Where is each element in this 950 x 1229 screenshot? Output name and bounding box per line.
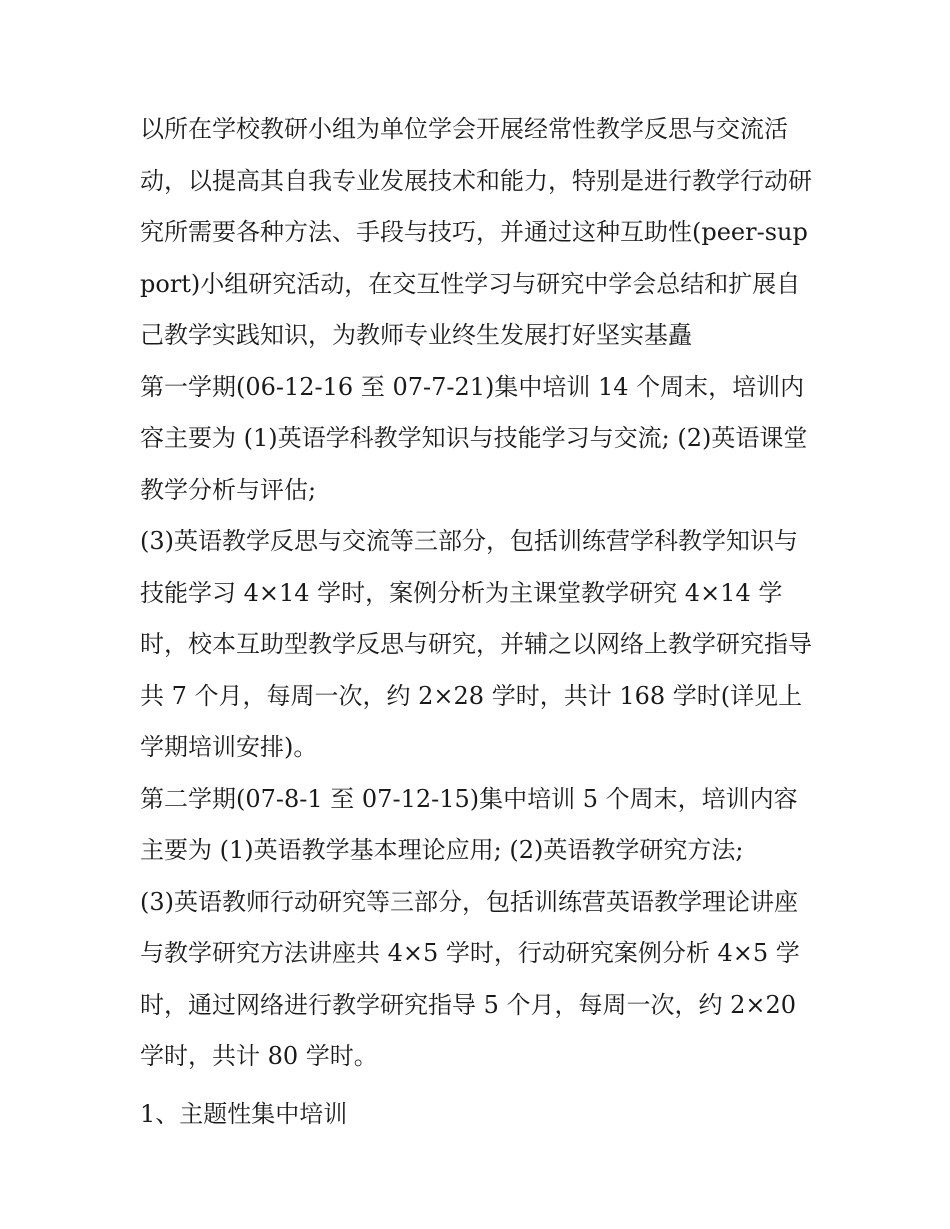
paragraph-peer-support: 以所在学校教研小组为单位学会开展经常性教学反思与交流活动，以提高其自我专业发展技术和能力，特别是进行教学行动研究所需要各种方法、手段与技巧，并通过这种互助性(peer-support)小组研究活动，在交互性学习与研究中学会总结和扩展自己教学实践知识，为教师专业终生发展打好坚实基矗 <box>140 115 812 349</box>
paragraph-first-semester: 第一学期(06-12-16 至 07-7-21)集中培训 14 个周末，培训内容主要为 (1)英语学科教学知识与技能学习与交流; (2)英语课堂教学分析与评估; <box>140 372 808 504</box>
paragraph-second-semester: 第二学期(07-8-1 至 07-12-15)集中培训 5 个周末，培训内容主要为 (1)英语教学基本理论应用; (2)英语教学研究方法; <box>140 784 798 864</box>
paragraph-second-semester-details: (3)英语教师行动研究等三部分，包括训练营英语教学理论讲座与教学研究方法讲座共 4×5 学时，行动研究案例分析 4×5 学时，通过网络进行教学研究指导 5 个月，每周一次，约 2×20 学时，共计 80 学时。 <box>140 887 800 1070</box>
paragraph-first-semester-details: (3)英语教学反思与交流等三部分，包括训练营学科教学知识与技能学习 4×14 学时，案例分析为主课堂教学研究 4×14 学时，校本互助型教学反思与研究，并辅之以网络上教学研究指导共 7 个月，每周一次，约 2×28 学时，共计 168 学时(详见上学期培训安排)。 <box>140 527 812 761</box>
document-page <box>140 104 820 1140</box>
section-heading: 1、主题性集中培训 <box>140 1099 348 1128</box>
